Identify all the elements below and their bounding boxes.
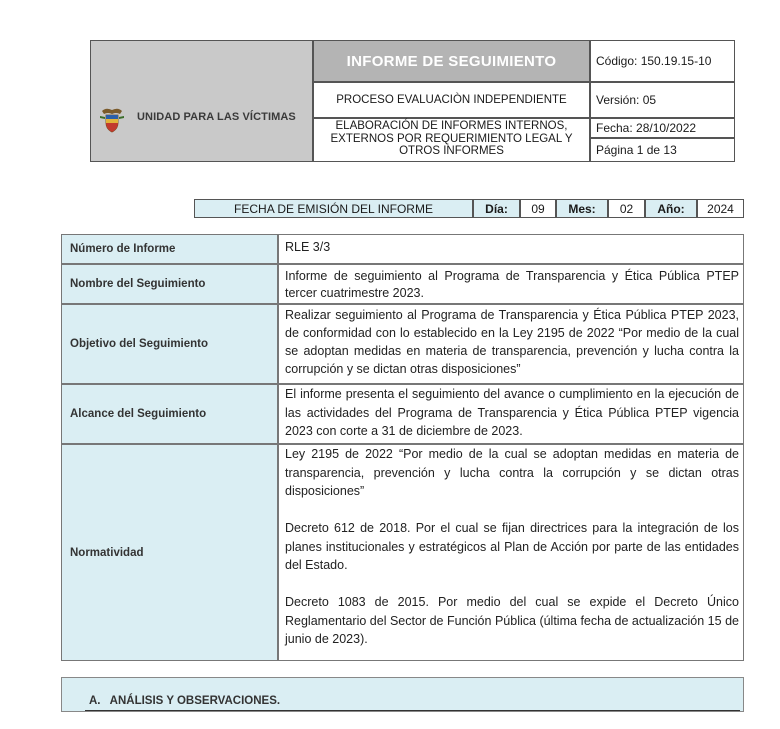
label-regulations: Normatividad bbox=[61, 444, 278, 661]
follow-up-name-text: Informe de seguimiento al Programa de Transparencia y Ética Pública PTEP tercer cuatrimestre 2023. bbox=[285, 269, 739, 300]
page-cell: Página 1 de 13 bbox=[590, 138, 735, 162]
label-follow-up-name: Nombre del Seguimiento bbox=[61, 264, 278, 304]
label-report-number: Número de Informe bbox=[61, 234, 278, 264]
coat-of-arms-icon bbox=[100, 107, 124, 133]
month-value: 02 bbox=[608, 199, 645, 218]
elaboration-line-1: ELABORACIÓN DE INFORMES INTERNOS, bbox=[335, 120, 568, 132]
value-report-number bbox=[278, 234, 744, 264]
version-cell: Versión: 05 bbox=[590, 82, 735, 118]
emission-label: FECHA DE EMISIÓN DEL INFORME bbox=[194, 199, 473, 218]
month-label: Mes: bbox=[556, 199, 608, 218]
label-scope: Alcance del Seguimiento bbox=[61, 384, 278, 444]
label-objective: Objetivo del Seguimiento bbox=[61, 304, 278, 384]
objective-text: Realizar seguimiento al Programa de Transparencia y Ética Pública PTEP 2023, de conformidad con lo establecido en la Ley 2195 de 2022 “Por medio de la cual se adoptan medidas en materia de transparencia, prevención y lucha contra la corrupción y se dictan otras disposiciones” bbox=[285, 308, 739, 376]
header-logo-cell bbox=[90, 40, 313, 162]
elaboration-line-3: OTROS INFORMES bbox=[399, 145, 504, 157]
report-number-text: RLE 3/3 bbox=[285, 240, 331, 254]
regulation-decree-1083: Decreto 1083 de 2015. Por medio del cual se expide el Decreto Único Reglamentario del Sector de Función Pública (última fecha de actualización 15 de junio de 2023). bbox=[285, 595, 739, 646]
code-cell: Código: 150.19.15-10 bbox=[590, 40, 735, 82]
year-value: 2024 bbox=[697, 199, 744, 218]
value-follow-up-name bbox=[278, 264, 744, 304]
regulation-decree-612: Decreto 612 de 2018. Por el cual se fijan directrices para la integración de los planes institucionales y estratégicos al Plan de Acción por parte de las entidades del Estado. bbox=[285, 521, 739, 572]
date-cell: Fecha: 28/10/2022 bbox=[590, 118, 735, 138]
day-label: Día: bbox=[473, 199, 520, 218]
scope-text: El informe presenta el seguimiento del avance o cumplimiento en la ejecución de las actividades del Programa de Transparencia y Ética Pública PTEP vigencia 2023 con corte a 31 de diciembre de 2023. bbox=[285, 387, 739, 438]
day-value: 09 bbox=[520, 199, 556, 218]
section-a-title: A. ANÁLISIS Y OBSERVACIONES. bbox=[89, 695, 281, 707]
elaboration-line-2: EXTERNOS POR REQUERIMIENTO LEGAL Y bbox=[330, 132, 573, 145]
elaboration-text bbox=[313, 118, 590, 162]
value-regulations bbox=[278, 444, 744, 661]
organization-name: UNIDAD PARA LAS VÍCTIMAS bbox=[137, 111, 296, 123]
value-objective bbox=[278, 304, 744, 384]
report-title: INFORME DE SEGUIMIENTO bbox=[313, 40, 590, 82]
regulation-law-2195: Ley 2195 de 2022 “Por medio de la cual se adoptan medidas en materia de transparencia, prevención y lucha contra la corrupción y se dictan otras disposiciones” bbox=[285, 447, 739, 498]
process-name: PROCESO EVALUACIÒN INDEPENDIENTE bbox=[313, 82, 590, 118]
value-scope bbox=[278, 384, 744, 444]
year-label: Año: bbox=[645, 199, 697, 218]
section-a-divider bbox=[85, 710, 740, 711]
